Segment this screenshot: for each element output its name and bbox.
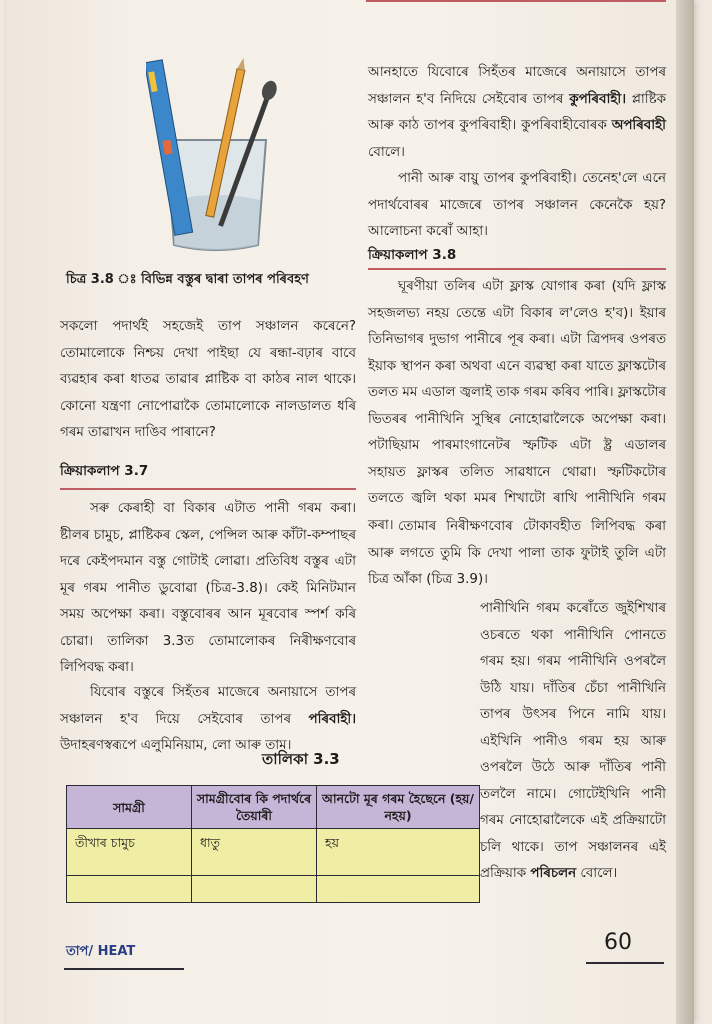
intro-paragraph	[60, 314, 356, 447]
table-cell: ধাতু	[192, 829, 317, 876]
activity-3-7-text: সৰু কেৰাহী বা বিকাৰ এটাত পানী গৰম কৰা। ষ্টীলৰ চামুচ, প্লাষ্টিকৰ স্কেল, পেন্সিল আৰু কাঁটা-কম্পাছৰ দৰে কেইপদমান বস্তু গোটাই লোৱা। প্ৰতিবিধ বস্তুৰ এটা মূৰ গৰম পানীত ডুবোৱা (চিত্ৰ-3.8)। কেই মিনিটমান সময় অপেক্ষা কৰা। বস্তুবোৰৰ আন মূৰবোৰ স্পৰ্শ কৰি চোৱা। তালিকা 3.3ত তোমালোকৰ নিৰীক্ষণবোৰ লিপিবদ্ধ কৰা।	[60, 501, 356, 675]
insulator-term: অপৰিবাহী	[611, 118, 666, 133]
activity-3-7-rule	[60, 488, 356, 490]
page-edge	[676, 0, 694, 1024]
convection-text-start: পানীখিনি গৰম কৰোঁতে জুইশিখাৰ ওচৰতে থকা পানীখিনি পোনতে গৰম হয়। গৰম পানীখিনি ওপৰলৈ উঠি যায়। দাঁতিৰ চেঁচা পানীখিনি তাপৰ উৎসৰ পিনে নামি যায়। এইখিনি পানীও গৰম হয় আৰু ওপৰলৈ উঠে আৰু দাঁতিৰ পানী তললৈ নামে। গোটেইখিনি পানী গৰম নোহোৱালৈকে এই প্ৰক্ৰিয়াটো চলি থাকে। তাপ সঞ্চালনৰ এই প্ৰক্ৰিয়াক	[480, 601, 666, 881]
convection-term: পৰিচলন	[530, 866, 577, 881]
page-number: 60	[604, 930, 632, 955]
observation-paragraph	[368, 514, 666, 594]
activity-3-8-rule	[368, 268, 666, 270]
activity-3-8-text: ঘূৰণীয়া তলিৰ এটা ফ্লাস্ক যোগাৰ কৰা (যদি ফ্লাস্ক সহজলভ্য নহয় তেন্তে এটা বিকাৰ ল'লেও হ'ব)। ইয়াৰ তিনিভাগৰ দুভাগ পানীৰে পূৰ কৰা। এটা ত্ৰিপদৰ ওপৰত ইয়াক স্থাপন কৰা অথবা এনে ব্যৱস্থা কৰা যাতে ফ্লাস্কটোৰ তলত মম এডাল জ্বলাই তাক গৰম কৰিব পাৰি। ফ্লাস্কটোৰ ভিতৰৰ পানীখিনি সুস্থিৰ নোহোৱালৈকে অপেক্ষা কৰা। পটাছিয়াম পাৰমাংগানেটৰ স্ফটিক এটা ষ্ট্ৰ এডালৰ সহায়ত ফ্লাস্কৰ তলিত সাৱধানে থোৱা। স্ফটিকটোৰ তলতে জ্বলি থকা মমৰ শিখাটো ৰাখি পানীখিনি গৰম কৰা।	[368, 279, 666, 533]
conductor-term: পৰিবাহী।	[308, 711, 356, 727]
table-3-3	[66, 785, 480, 903]
convection-paragraph	[480, 596, 666, 888]
figure-glass-with-objects	[146, 50, 286, 260]
table-title: তালিকা 3.3	[262, 750, 340, 768]
footer-rule	[64, 968, 184, 970]
table-cell	[317, 876, 480, 903]
table-header-made-of: সামগ্ৰীবোৰ কি পদাৰ্থৰে তৈয়াৰী	[192, 786, 317, 829]
conductor-text-start: যিবোৰ বস্তুৰে সিহঁতৰ মাজেৰে অনায়াসে তাপৰ সঞ্চালন হ'ব দিয়ে সেইবোৰ তাপৰ	[60, 685, 356, 727]
activity-3-7-heading: ক্ৰিয়াকলাপ 3.7	[60, 463, 149, 479]
insulator-text-end: বোলে।	[368, 144, 405, 160]
insulator-paragraph	[368, 60, 666, 166]
activity-3-7-paragraph	[60, 496, 356, 682]
page	[6, 0, 694, 1024]
insulator-text-start: আনহাতে যিবোৰে সিহঁতৰ মাজেৰে অনায়াসে তাপৰ সঞ্চালন হ'ব নিদিয়ে সেইবোৰ তাপৰ	[368, 65, 666, 107]
activity-3-8-heading: ক্ৰিয়াকলাপ 3.8	[368, 247, 457, 263]
observation-text: তোমাৰ নিৰীক্ষণবোৰ টোকাবহীত লিপিবদ্ধ কৰা আৰু লগতে তুমি কি দেখা পালা তাক ফুটাই তুলি এটা চিত্ৰ আঁকা (চিত্ৰ 3.9)।	[368, 519, 666, 587]
insulator-text-middle: প্লাষ্টিক আৰু কাঠ তাপৰ কুপৰিবাহী। কুপৰিবাহীবোৰক	[368, 91, 667, 133]
convection-text-end: বোলে।	[576, 866, 618, 881]
water-air-text: পানী আৰু বায়ু তাপৰ কুপৰিবাহী। তেনেহ'লে এনে পদাৰ্থবোৰৰ মাজেৰে তাপৰ সঞ্চালন কেনেকৈ হয়? আলোচনা কৰোঁ আহা।	[368, 171, 666, 239]
intro-text: সকলো পদাৰ্থই সহজেই তাপ সঞ্চালন কৰেনে? তোমালোকে নিশ্চয় দেখা পাইছা যে ৰন্ধা-বঢ়াৰ বাবে ব্যৱহাৰ কৰা ধাতৱ তাৱাৰ প্লাষ্টিক বা কাঠৰ নাল থাকে। কোনো যন্ত্ৰণা নোপোৱাকৈ তোমালোকে নালডালত ধৰি গৰম তাৱাখন দাঙিব পাৰানে?	[60, 319, 356, 440]
footer-chapter-label: তাপ/ HEAT	[66, 944, 136, 959]
table-header-hot: আনটো মূৰ গৰম হৈছেনে (হয়/নহয়)	[317, 786, 480, 829]
table-cell	[67, 876, 192, 903]
activity-3-8-paragraph	[368, 274, 666, 539]
top-rule	[366, 0, 666, 2]
water-air-paragraph	[368, 166, 666, 246]
conductor-text-end: উদাহৰণস্বৰূপে এলুমিনিয়াম, লো আৰু তাম।	[60, 738, 292, 753]
page-number-rule	[586, 962, 664, 964]
bad-conductor-term: কুপৰিবাহী।	[569, 91, 627, 107]
table-cell: হয়	[317, 829, 480, 876]
table-cell	[192, 876, 317, 903]
table-cell: তীখাৰ চামুচ	[67, 829, 192, 876]
figure-caption: চিত্ৰ 3.8 ঃ বিভিন্ন বস্তুৰ দ্বাৰা তাপৰ পৰিবহণ	[66, 272, 309, 287]
table-header-material: সামগ্ৰী	[67, 786, 192, 829]
